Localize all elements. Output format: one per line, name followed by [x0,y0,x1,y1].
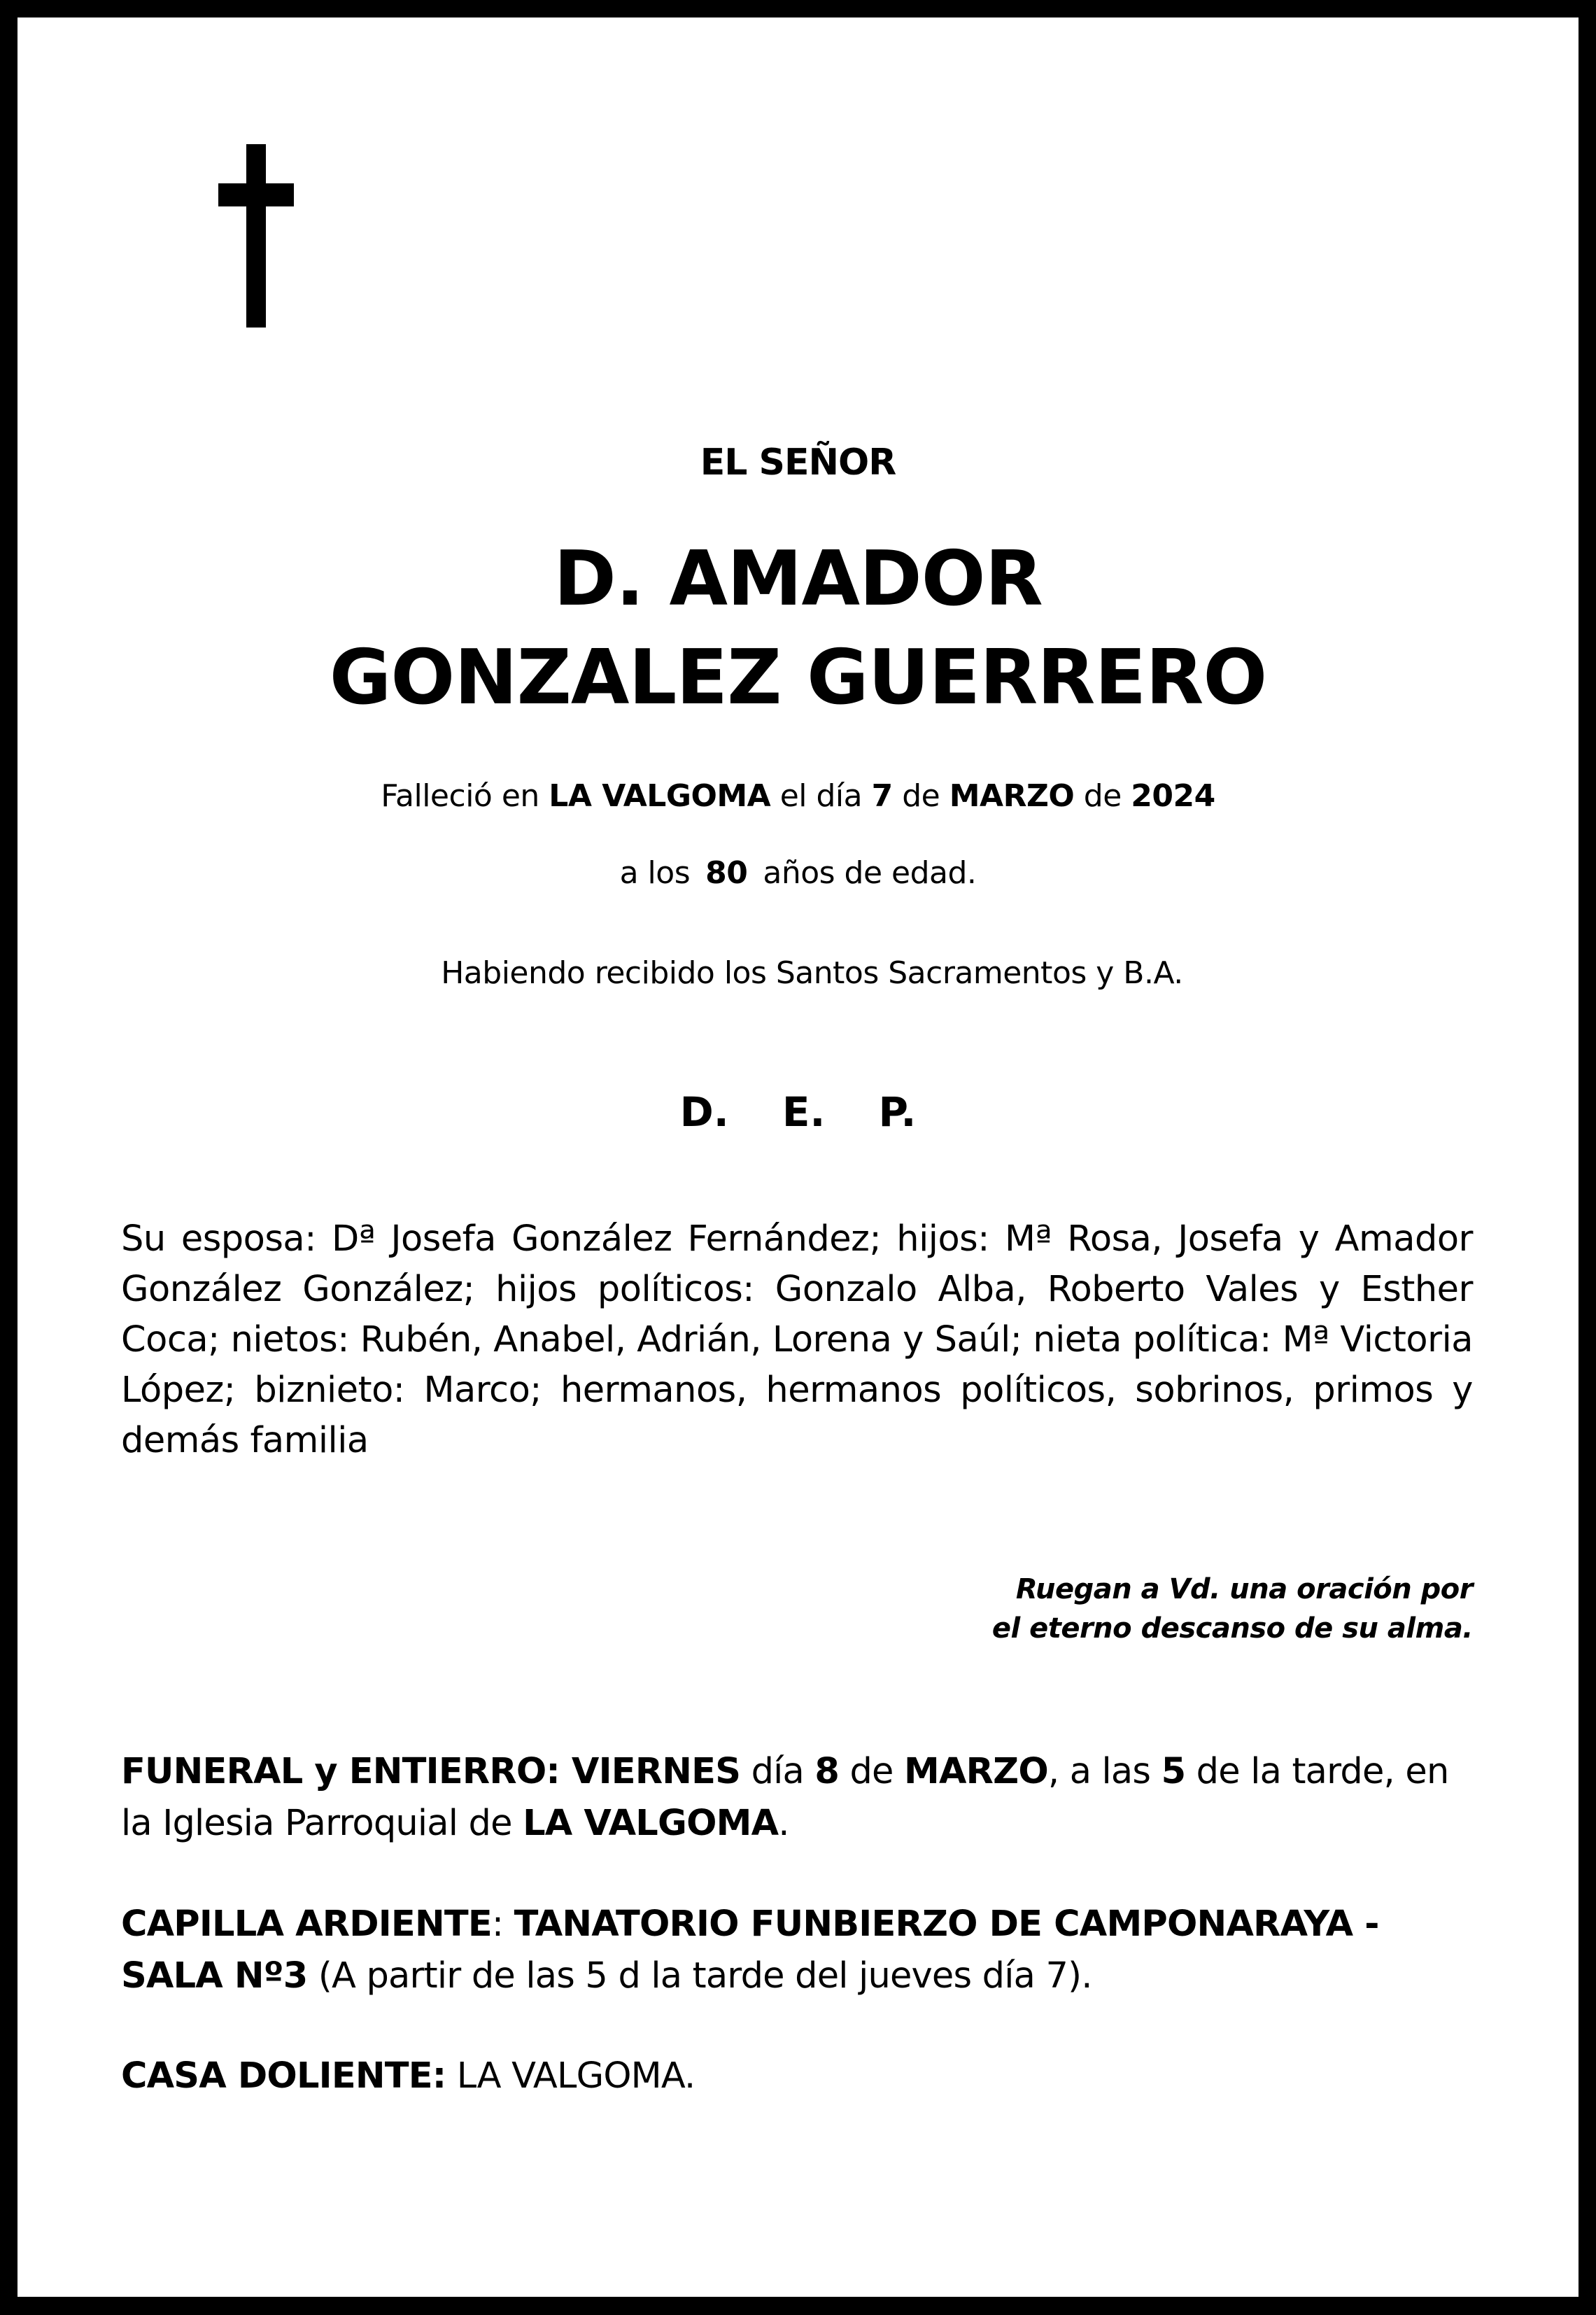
family-paragraph: Su esposa: Dª Josefa González Fernández; hijos: Mª Rosa, Josefa y Amador González González; hijos políticos: Gonzalo Alba, Roberto Vales y Esther Coca; nietos: Rubén, Anabel, Adrián, Lorena y Saúl; nieta política: Mª Victoria López; biznieto: Marco; hermanos, hermanos políticos, sobrinos, primos y demás familia [121,1218,1473,1461]
death-of1: de [902,778,940,814]
death-month: MARZO [949,778,1075,814]
funeral-info [121,1746,1478,1850]
age-suffix: años de edad. [763,855,977,891]
funeral-text: , a las [1047,1751,1161,1792]
funeral-label: FUNERAL y ENTIERRO: VIERNES [121,1751,741,1792]
death-day-label: el día [779,778,863,814]
chapel-venue: TANATORIO FUNBIERZO DE CAMPONARAYA - SALA Nº3 [121,1904,1379,1997]
funeral-text: de [839,1751,905,1792]
death-statement [17,778,1579,814]
prayer-line1: Ruegan a Vd. una oración por [1015,1573,1473,1605]
rip-d: D. [679,1088,729,1136]
death-of2: de [1083,778,1122,814]
death-prefix: Falleció en [381,778,539,814]
rip-abbreviation [17,1088,1579,1136]
funeral-text: de la tarde [1185,1751,1384,1792]
obituary-card [17,17,1579,2297]
death-year: 2024 [1131,778,1215,814]
rip-e: E. [782,1088,826,1136]
chapel-colon: : [491,1904,514,1945]
prayer-request [992,1570,1473,1648]
funeral-month: MARZO [904,1751,1048,1792]
funeral-text: , en la Iglesia Parroquial de [121,1751,1449,1844]
funeral-text: día [740,1751,815,1792]
chapel-note: (A partir de las 5 d la tarde del jueves día 7). [307,1955,1092,1997]
honorific-title: EL SEÑOR [700,442,896,484]
chapel-info [121,1899,1478,2002]
age-value: 80 [705,855,748,891]
age-prefix: a los [619,855,691,891]
mourning-home-info [121,2050,1478,2102]
prayer-line2: el eterno descanso de su alma. [991,1612,1473,1645]
funeral-place: LA VALGOMA [523,1803,779,1844]
home-value: LA VALGOMA. [446,2055,695,2097]
rip-p: P. [878,1088,917,1136]
death-place: LA VALGOMA [549,778,771,814]
sacraments-statement: Habiendo recibido los Santos Sacramentos y B.A. [441,955,1183,991]
funeral-day: 8 [814,1751,840,1792]
death-day: 7 [871,778,893,814]
deceased-name-line1: D. AMADOR [553,535,1043,623]
funeral-hour: 5 [1161,1751,1186,1792]
age-statement [17,855,1579,891]
chapel-label: CAPILLA ARDIENTE [121,1904,492,1945]
home-label: CASA DOLIENTE: [121,2055,446,2097]
deceased-name-line2: GONZALEZ GUERRERO [329,634,1267,722]
funeral-text: . [778,1803,789,1844]
